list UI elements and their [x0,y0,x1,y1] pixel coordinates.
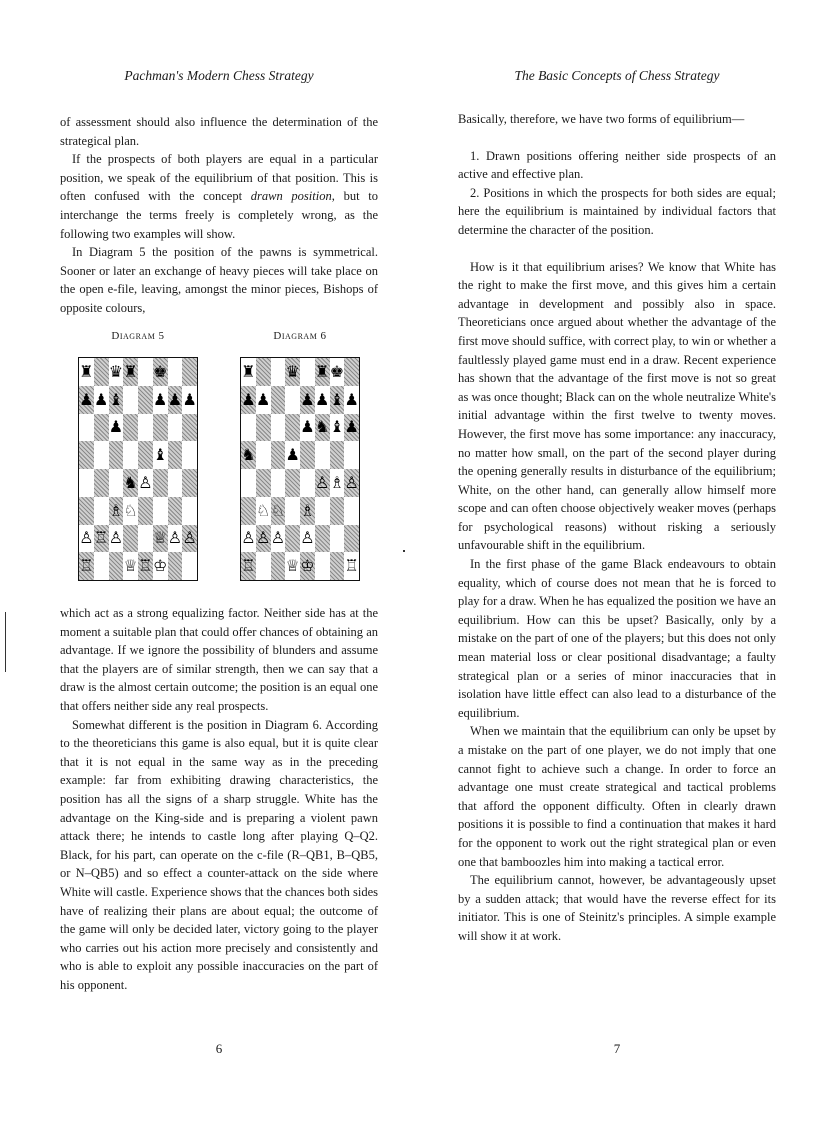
board-square [168,414,183,442]
board-square [241,469,256,497]
paragraph: of assessment should also influence the determination of the strategical plan. [60,115,378,148]
chess-piece: ♝ [329,417,345,437]
board-square [256,414,271,442]
chess-piece: ♔ [300,556,315,576]
board-square [94,497,109,525]
stray-mark [403,550,405,552]
chess-piece: ♜ [79,361,94,381]
board-square [241,441,256,469]
board-square [182,414,197,442]
list-item: 2. Positions in which the prospects for both sides are equal; here the equilibrium is maintained by individual factors that determine the character of the position. [458,185,776,237]
paragraph: The equilibrium cannot, however, be advantageously upset by a sudden attack; that would have the reverse effect for its initiator. This is one of Steinitz's principles. A simple example will show it at work. [458,873,776,943]
chess-piece: ♝ [108,389,124,409]
board-square [168,497,183,525]
left-body-text [60,604,378,994]
board-square [109,441,124,469]
board-square [138,469,153,497]
board-square [241,497,256,525]
board-square [344,525,359,553]
chess-piece: ♙ [255,528,271,548]
board-square [153,469,168,497]
board-square [138,497,153,525]
chess-piece: ♟ [300,417,315,437]
paragraph: Somewhat different is the position in Diagram 6. According to the theoreticians this game is also equal, but it is quite clear that it is not equal in the same way as in the preceding example: far from exhibiting drawing characteristics, the position has all the signs of a sharp struggle. White has the advantage on the King-side and is preparing a violent pawn attack there; he intends to castle long after playing Q–Q2. Black, for his part, can operate on the c-file (R–QB1, B–QB5, or N–QB5) and so effect a counter-attack on the side where White will castle. Experience shows that the chances both sides have of realizing their plans are about equal; the outcome of the game will only be decided later, victory going to the player who carries out his action more precisely and consistently and who is able to exploit any possible inaccuracies on the part of his opponent. [60,717,378,992]
chess-piece: ♙ [182,528,197,548]
page-number-left: 6 [215,1041,223,1056]
board-square [109,469,124,497]
board-square [330,469,345,497]
chess-piece: ♛ [108,361,124,381]
running-head-left: Pachman's Modern Chess Strategy [124,68,314,83]
margin-mark [5,612,6,672]
board-square [109,386,124,414]
board-square [168,358,183,386]
board-square [123,469,138,497]
board-square [256,358,271,386]
board-square [138,358,153,386]
board-square [256,552,271,580]
chess-piece: ♙ [79,528,94,548]
board-square [123,497,138,525]
chess-piece: ♟ [182,389,197,409]
chess-piece: ♟ [167,389,183,409]
chess-piece: ♙ [108,528,124,548]
board-square [138,414,153,442]
board-square [315,441,330,469]
board-square [182,525,197,553]
board-square [182,386,197,414]
emphasis: drawn position [250,189,332,204]
board-square [315,525,330,553]
board-square [138,386,153,414]
chess-piece: ♙ [138,472,153,492]
chess-piece: ♖ [79,556,94,576]
chess-piece: ♗ [300,500,315,520]
board-square [168,469,183,497]
chess-piece: ♖ [93,528,109,548]
board-square [241,386,256,414]
board-square [330,358,345,386]
chess-piece: ♙ [344,472,359,492]
chess-piece: ♖ [241,556,256,576]
board-square [123,414,138,442]
chess-piece: ♙ [241,528,256,548]
left-intro-text [60,113,378,318]
paragraph: In Diagram 5 the position of the pawns is symmetrical. Sooner or later an exchange of heavy pieces will take place on the open e-file, leaving, amongst the minor pieces, Bishops of opposite colours, [60,245,378,315]
board-square [330,525,345,553]
paragraph: When we maintain that the equilibrium can only be upset by a mistake on the part of one player, we do not imply that one cannot fight to achieve such a change. In order to force an advantage one must create strategical and tactical problems that afford the opponent difficulty. Often in clearly drawn positions it is possible to find a continuation that makes it hard for the opponent to work out the right strategical plan or even one that bamboozles him into making a tactical error. [458,724,776,869]
board-square [300,414,315,442]
chess-piece: ♞ [241,445,256,465]
board-square [271,414,286,442]
board-square [300,386,315,414]
text-run: If the prospects of both players are equal in a particular position, we speak of the equilibrium of that position. This is often confused with the concept [60,152,378,204]
chess-piece: ♟ [152,389,168,409]
board-square [271,441,286,469]
board-square [79,441,94,469]
board-square [79,386,94,414]
board-square [285,414,300,442]
board-square [285,525,300,553]
board-square [315,414,330,442]
chess-piece: ♗ [108,500,124,520]
diagram-5-board [78,357,198,581]
chess-piece: ♙ [314,472,330,492]
board-square [241,525,256,553]
board-square [271,386,286,414]
board-square [153,414,168,442]
board-square [109,497,124,525]
board-square [271,469,286,497]
board-square [315,386,330,414]
paragraph: Basically, therefore, we have two forms of equilibrium— [458,112,745,126]
board-square [241,358,256,386]
chess-piece: ♛ [285,361,300,381]
chess-piece: ♙ [167,528,183,548]
board-square [285,358,300,386]
board-square [94,552,109,580]
paragraph: How is it that equilibrium arises? We know that White has the right to make the first move, and this gives him a certain advantage in development and possibly also in space. Theoreticians once argued about whether the advantage of the first move should suffice, with correct play, to win or whether a faultlessly played game must end in a draw. Recent experience has shown that the advantage of the first move is not so great as was once thought; Black can on the whole neutralize White's initial advantage within the first twelve to twenty moves. However, the first move has some importance: any inaccuracy, no matter how small, on the part of the second player during the opening generally results in disturbance of the equilibrium; White, on the other hand, can generally allow himself more scope and can often choose objectively weaker moves (perhaps for psychological reasons) without risking a seriously unfavourable shift in the equilibrium. [458,259,776,553]
board-square [300,469,315,497]
board-square [182,497,197,525]
board-square [182,358,197,386]
board-square [256,441,271,469]
board-square [344,552,359,580]
board-square [182,441,197,469]
chess-piece: ♙ [270,528,286,548]
chess-piece: ♟ [93,389,109,409]
board-square [344,414,359,442]
chess-piece: ♖ [138,556,153,576]
board-square [344,386,359,414]
paragraph [60,150,378,243]
board-square [168,552,183,580]
chess-piece: ♖ [344,556,359,576]
board-square [109,525,124,553]
chess-piece: ♘ [270,500,286,520]
board-square [300,358,315,386]
board-square [94,358,109,386]
board-square [285,386,300,414]
board-square [94,386,109,414]
chess-piece: ♝ [152,445,168,465]
board-square [79,414,94,442]
board-square [79,525,94,553]
board-square [315,552,330,580]
board-square [285,497,300,525]
board-square [138,525,153,553]
chess-piece: ♟ [108,417,124,437]
board-square [256,525,271,553]
chess-piece: ♞ [314,417,330,437]
board-square [168,525,183,553]
text-run: , but to interchange the terms freely is completely wrong, as the following two examples will show. [60,189,378,241]
chess-piece: ♝ [329,389,345,409]
board-square [182,552,197,580]
board-square [79,497,94,525]
board-square [153,552,168,580]
chess-piece: ♟ [344,389,359,409]
chess-piece: ♔ [152,556,168,576]
chess-piece: ♚ [152,361,168,381]
board-square [330,497,345,525]
board-square [241,414,256,442]
board-square [271,497,286,525]
board-square [344,497,359,525]
board-square [123,552,138,580]
chess-piece: ♟ [300,389,315,409]
board-square [94,525,109,553]
left-page [60,0,378,1123]
board-square [241,552,256,580]
board-square [315,358,330,386]
board-square [109,358,124,386]
board-square [271,525,286,553]
board-square [94,441,109,469]
board-square [168,441,183,469]
board-square [138,441,153,469]
board-square [344,358,359,386]
chess-piece: ♜ [241,361,256,381]
chess-piece: ♟ [344,417,359,437]
board-square [300,525,315,553]
board-square [168,386,183,414]
chess-piece: ♘ [255,500,271,520]
board-square [300,441,315,469]
board-square [109,414,124,442]
board-square [153,386,168,414]
list-item: 1. Drawn positions offering neither side prospects of an active and effective plan. [458,148,776,182]
right-text [458,110,776,946]
board-square [330,414,345,442]
board-square [153,525,168,553]
board-square [256,386,271,414]
board-square [109,552,124,580]
board-square [285,469,300,497]
chess-piece: ♗ [329,472,345,492]
chess-piece: ♕ [123,556,138,576]
chess-piece: ♘ [123,500,138,520]
board-square [271,552,286,580]
board-square [330,552,345,580]
chess-piece: ♟ [79,389,94,409]
board-square [94,469,109,497]
board-square [153,358,168,386]
chess-piece: ♟ [314,389,330,409]
paragraph: In the first phase of the game Black endeavours to obtain equality, which of course does not mean that he is forced to play for a draw. When he has equalized the position we have an equilibrium. How can this be upset? Basically, only by a mistake on the part of one of the players; but this does not only mean material loss or clear positional disadvantage; a faulty strategical plan or a series of minor inaccuracies that in isolation have little effect can also lead to a disturbance of the equilibrium. [458,557,776,720]
board-square [182,469,197,497]
board-square [315,497,330,525]
running-head-right: The Basic Concepts of Chess Strategy [514,68,720,83]
board-square [123,358,138,386]
chess-piece: ♜ [123,361,138,381]
chess-piece: ♞ [123,472,138,492]
board-square [79,552,94,580]
chess-piece: ♚ [329,361,345,381]
board-square [153,497,168,525]
diagram-6-caption: Diagram 6 [273,330,327,342]
board-square [123,441,138,469]
chess-piece: ♕ [285,556,300,576]
diagram-6-board [240,357,360,581]
board-square [79,469,94,497]
board-square [79,358,94,386]
chess-piece: ♟ [241,389,256,409]
board-square [123,386,138,414]
board-square [300,497,315,525]
board-square [285,552,300,580]
board-square [330,386,345,414]
board-square [138,552,153,580]
chess-piece: ♟ [285,445,300,465]
diagram-5-caption: Diagram 5 [111,330,165,342]
board-square [300,552,315,580]
chess-piece: ♟ [255,389,271,409]
board-square [344,441,359,469]
board-square [344,469,359,497]
board-square [153,441,168,469]
board-square [123,525,138,553]
page-number-right: 7 [613,1041,621,1056]
board-square [330,441,345,469]
board-square [256,469,271,497]
board-square [256,497,271,525]
board-square [271,358,286,386]
board-square [94,414,109,442]
chess-piece: ♙ [300,528,315,548]
chess-piece: ♕ [152,528,168,548]
board-square [285,441,300,469]
board-square [315,469,330,497]
right-page [458,0,776,1123]
chess-piece: ♜ [314,361,330,381]
paragraph: which act as a strong equalizing factor. Neither side has at the moment a suitable plan that could offer chances of obtaining an advantage. If we ignore the possibility of blunders and assume that the players are of similar strength, then we can say that a draw is the almost certain outcome; the position is an equal one that offers neither side any real prospects. [60,606,378,713]
